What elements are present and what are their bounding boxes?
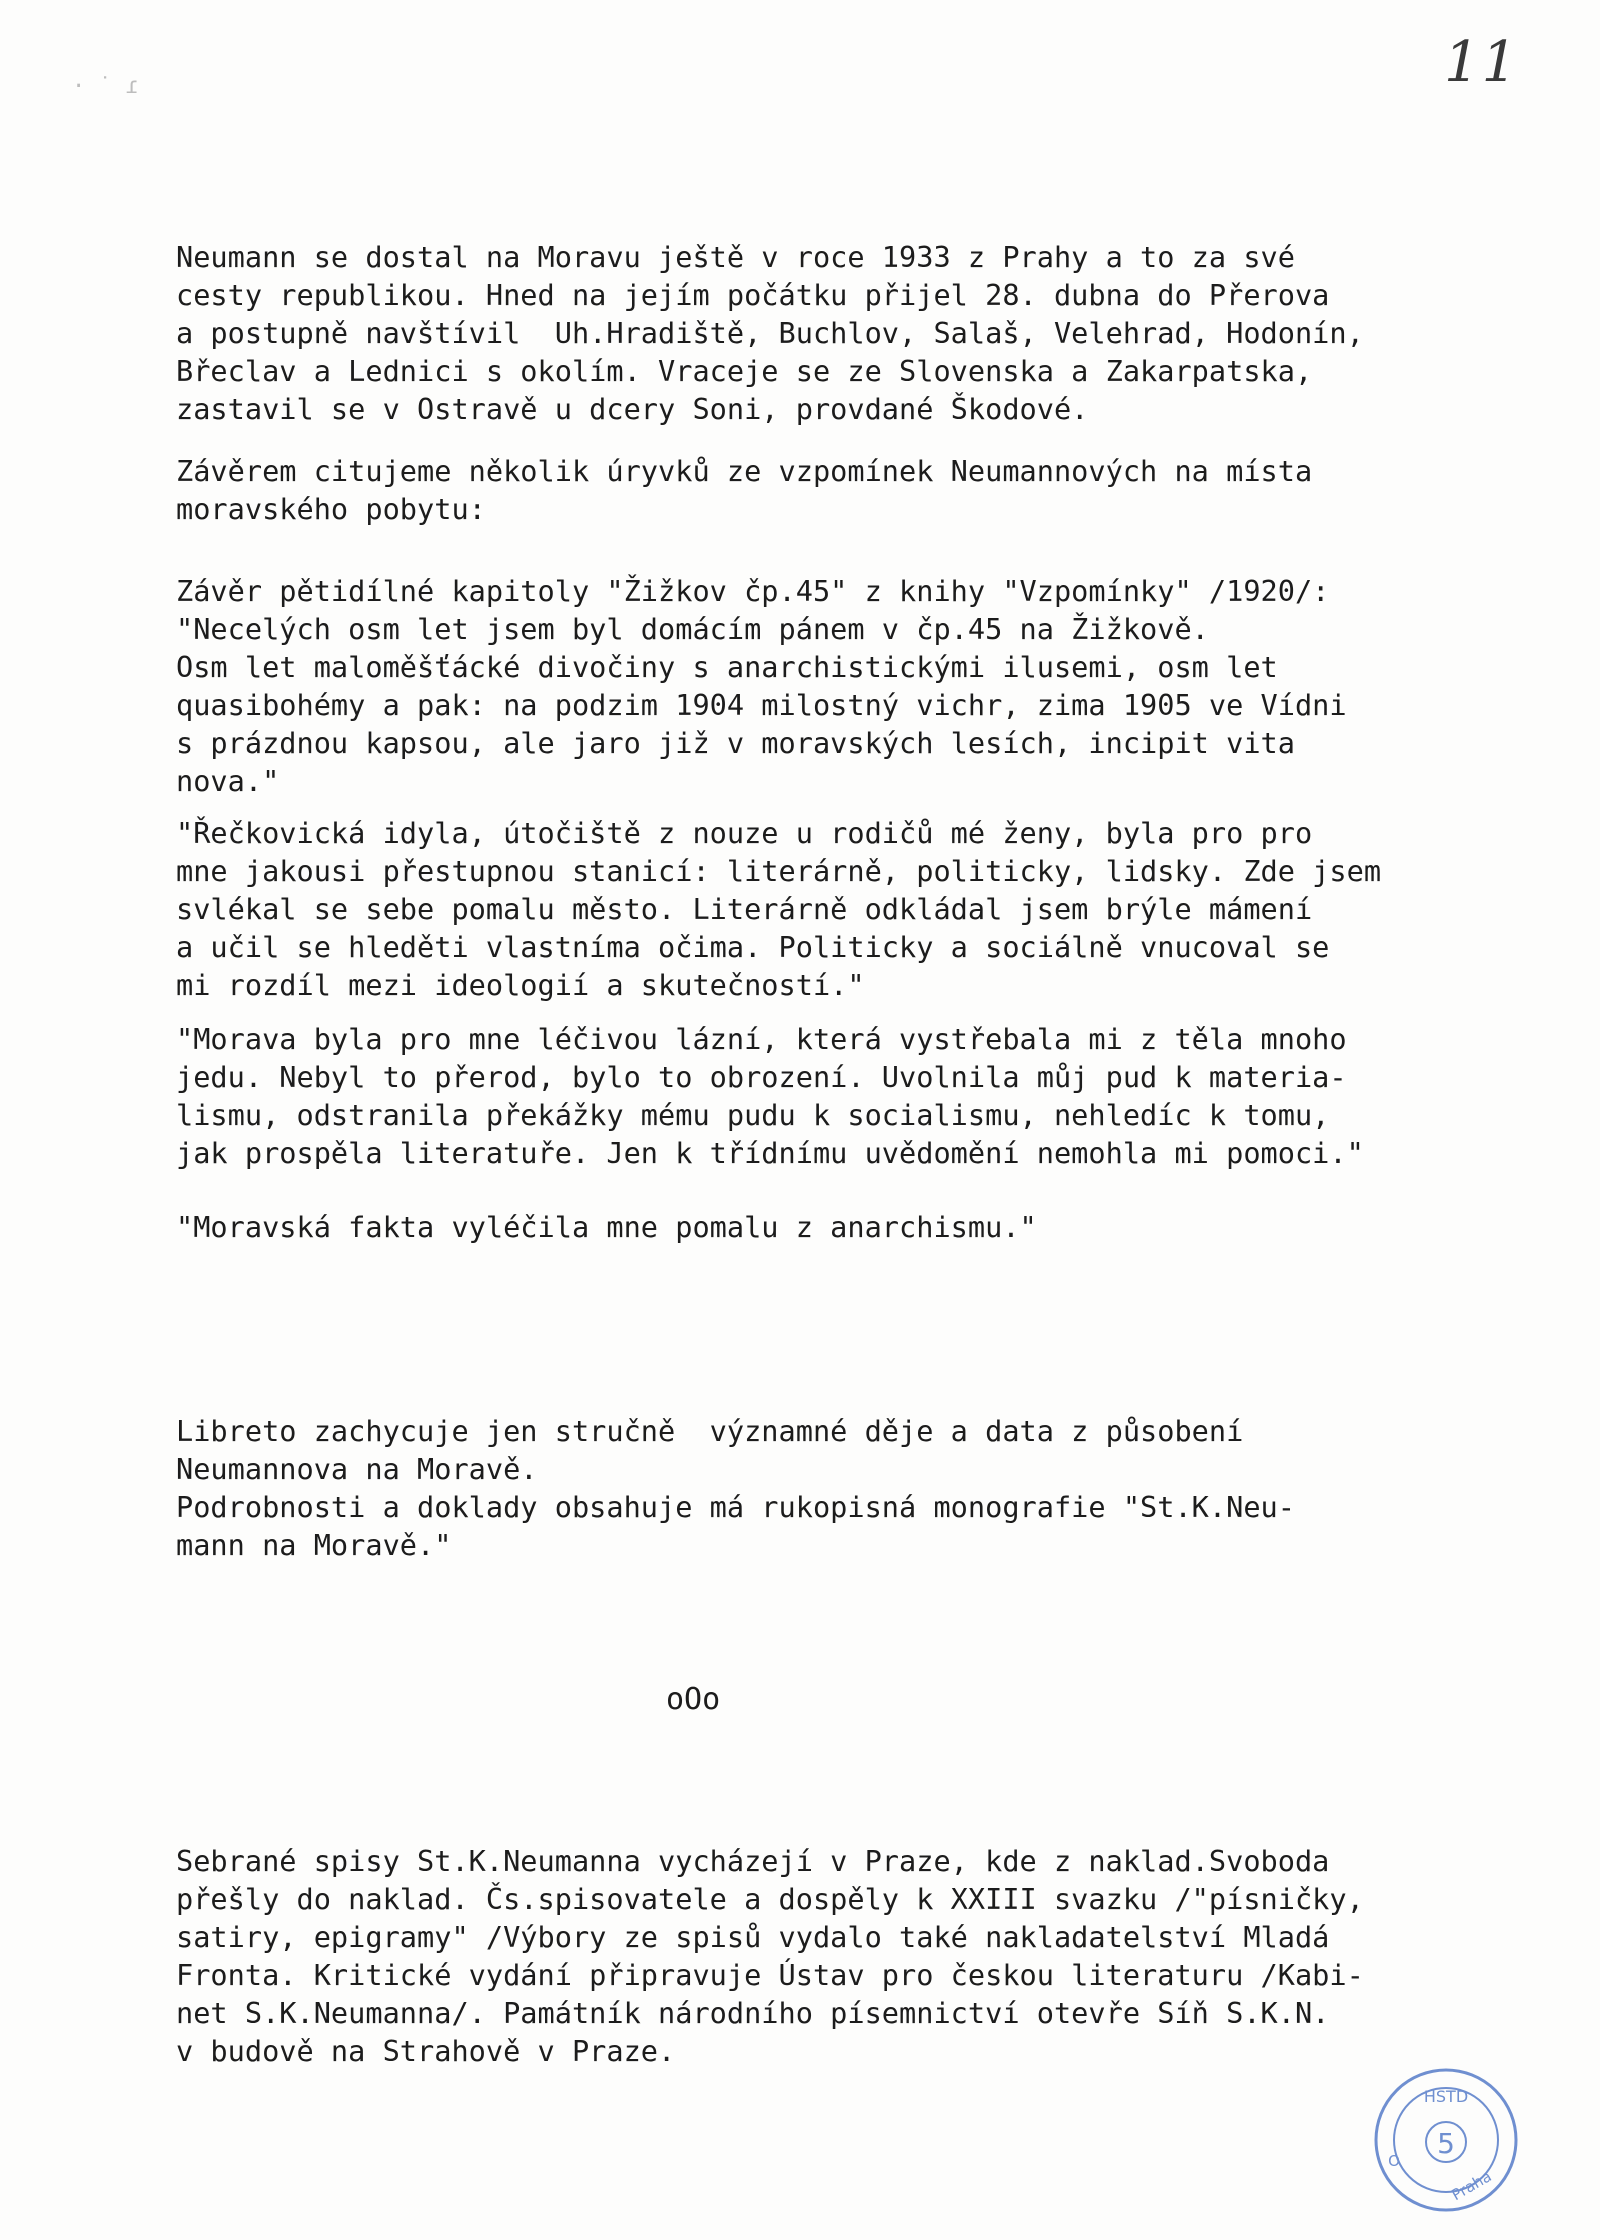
separator: oOo	[666, 1682, 721, 1717]
paragraph-4: "Řečkovická idyla, útočiště z nouze u rodičů mé ženy, byla pro pro mne jakousi přestupnou stanicí: literárně, politicky, lidsky. Zde jsem svlékal se sebe pomalu město. Literárně odkládal jsem brýle mámení a učil se hleděti vlastníma očima. Politicky a sociálně vnucoval se mi rozdíl mezi ideologií a skutečností."	[176, 816, 1382, 1002]
stamp-text-top: HSTD	[1423, 2087, 1469, 2106]
paragraph-8: Sebrané spisy St.K.Neumanna vycházejí v Praze, kde z naklad.Svoboda přešly do naklad. Čs.spisovatele a dospěly k XXIII svazku /"písničky, satiry, epigramy" /Výbory ze spisů vydalo také nakladatelství Mladá Fronta. Kritické vydání připravuje Ústav pro českou literaturu /Kabi- net S.K.Neumanna/. Památník národního písemnictví otevře Síň S.K.N. v budově na Strahově v Praze.	[176, 1844, 1364, 2068]
paragraph-1: Neumann se dostal na Moravu ještě v roce 1933 z Prahy a to za své cesty republikou. Hned na jejím počátku přijel 28. dubna do Přerova a postupně navštívil Uh.Hradiště, Buchlov, Salaš, Velehrad, Hodonín, Břeclav a Lednici s okolím. Vraceje se ze Slovenska a Zakarpatska, zastavil se v Ostravě u dcery Soni, provdané Škodové.	[176, 240, 1364, 426]
paragraph-2: Závěrem citujeme několik úryvků ze vzpomínek Neumannových na místa moravského pobytu:	[176, 454, 1313, 526]
stamp-text-left: O	[1388, 2152, 1400, 2170]
paragraph-3: Závěr pětidílné kapitoly "Žižkov čp.45" z knihy "Vzpomínky" /1920/: "Necelých osm let jsem byl domácím pánem v čp.45 na Žižkově. Osm let maloměšťácké divočiny s anarchistickými ilusemi, osm let quasibohémy a pak: na podzim 1904 milostný vichr, zima 1905 ve Vídni s prázdnou kapsou, ale jaro již v moravských lesích, incipit vita nova."	[176, 574, 1347, 798]
archive-stamp	[1368, 2062, 1524, 2218]
paragraph-7: Libreto zachycuje jen stručně významné děje a data z působení Neumannova na Moravě. Podrobnosti a doklady obsahuje má rukopisná monografie "St.K.Neu- mann na Moravě."	[176, 1414, 1295, 1562]
margin-mark: · ˙ ɾ	[72, 74, 139, 99]
paragraph-5: "Morava byla pro mne léčivou lázní, která vystřebala mi z těla mnoho jedu. Nebyl to přerod, bylo to obrození. Uvolnila můj pud k materia- lismu, odstranila překážky mému pudu k socialismu, nehledíc k tomu, jak prospěla literatuře. Jen k třídnímu uvědomění nemohla mi pomoci."	[176, 1022, 1364, 1170]
stamp-number: 5	[1437, 2127, 1455, 2160]
page-number: 11	[1444, 30, 1520, 95]
paragraph-6: "Moravská fakta vyléčila mne pomalu z anarchismu."	[176, 1210, 1037, 1244]
stamp-text-bottom: Praha	[1448, 2167, 1495, 2205]
